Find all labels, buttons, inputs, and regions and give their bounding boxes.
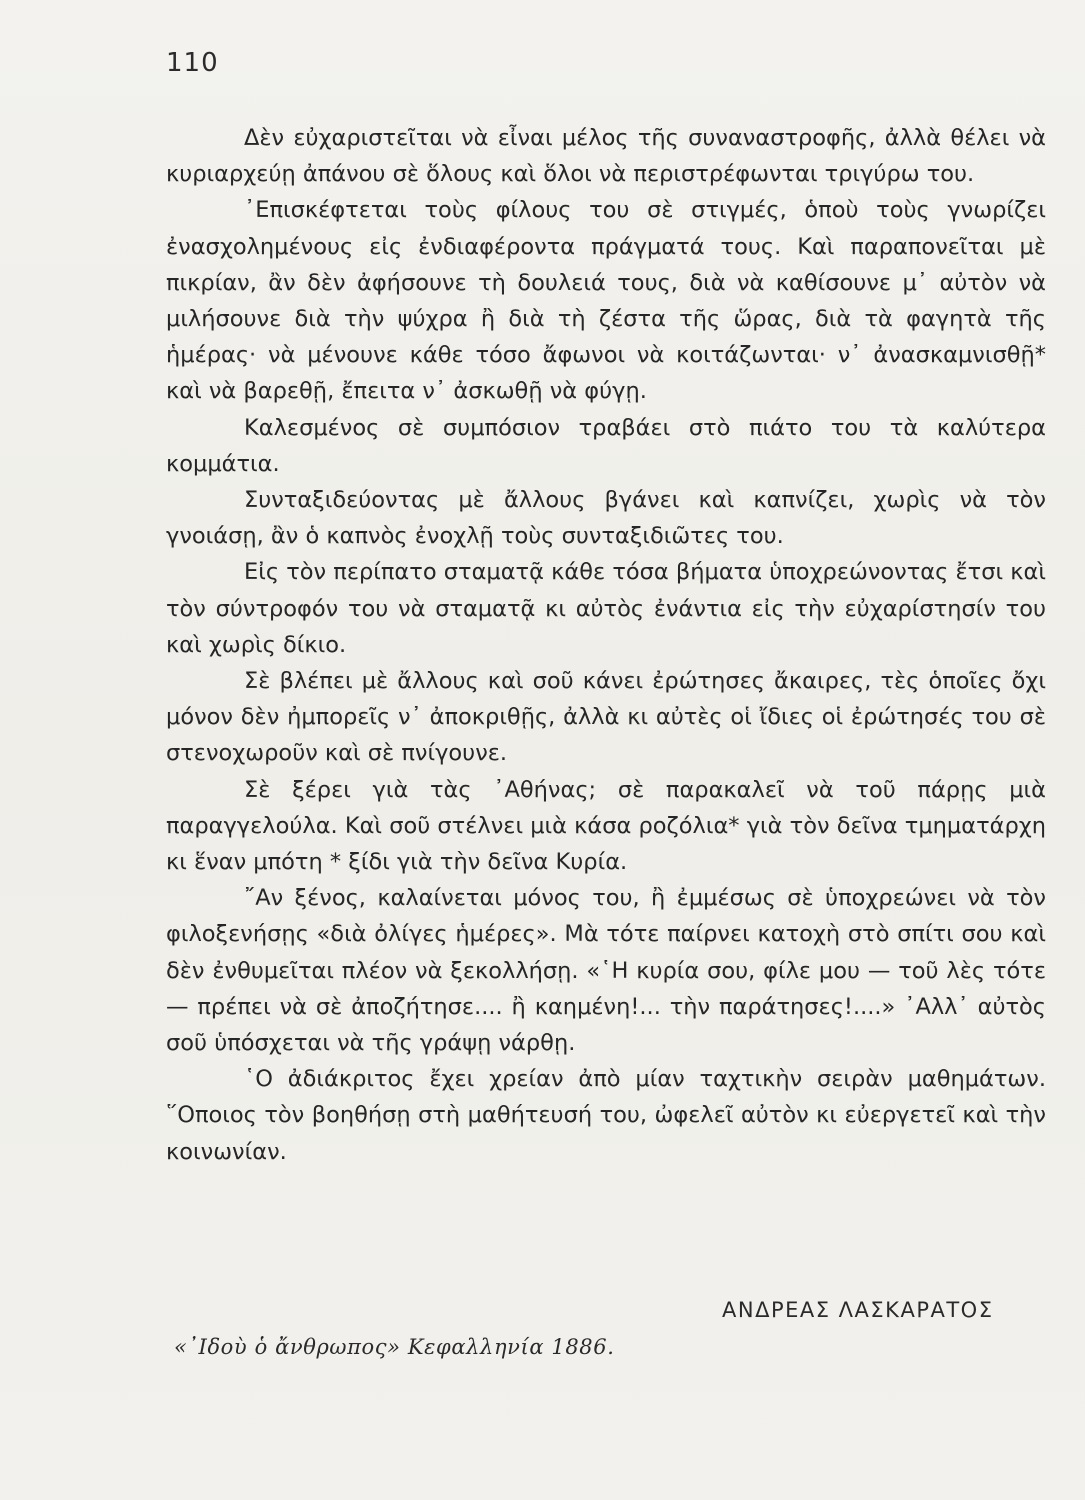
paragraph: ῾Ο ἀδιάκριτος ἔχει χρείαν ἀπὸ μίαν ταχτικὴν σειρὰν μαθημάτων. ῞Οποιος τὸν βοηθήσῃ στὴ μαθήτευσή του, ὠφελεῖ αὐτὸν κι εὐεργετεῖ καὶ τὴν κοινωνίαν. <box>166 1066 1046 1165</box>
paragraph: ᾿Επισκέφτεται τοὺς φίλους του σὲ στιγμές, ὁποὺ τοὺς γνωρίζει ἐνασχολημένους εἰς ἐνδιαφέροντα πράγματά τους. Καὶ παραπονεῖται μὲ πικρίαν, ἂν δὲν ἀφήσουνε τὴ δουλειά τους, διὰ νὰ καθίσουνε μ᾿ αὐτὸν νὰ μιλήσουνε διὰ τὴν ψύχρα ἢ διὰ τὴ ζέστα τῆς ὥρας, διὰ τὰ φαγητὰ τῆς ἡμέρας· νὰ μένουνε κάθε τόσο ἄφωνοι νὰ κοιτάζωνται· ν᾿ ἀνασκαμνισθῇ* καὶ νὰ βαρεθῇ, ἔπειτα ν᾿ ἀσκωθῇ νὰ φύγῃ. <box>166 197 1046 405</box>
page-number: 110 <box>166 48 219 78</box>
author-signature: ΑΝΔΡΕΑΣ ΛΑΣΚΑΡΑΤΟΣ <box>722 1298 994 1322</box>
paragraph: Συνταξιδεύοντας μὲ ἄλλους βγάνει καὶ καπνίζει, χωρὶς νὰ τὸν γνοιάσῃ, ἂν ὁ καπνὸς ἐνοχλῇ τοὺς συνταξιδιῶτες του. <box>166 487 1046 550</box>
paragraph: Δὲν εὐχαριστεῖται νὰ εἶναι μέλος τῆς συναναστροφῆς, ἀλλὰ θέλει νὰ κυριαρχεύῃ ἀπάνου σὲ ὅλους καὶ ὅλοι νὰ περιστρέφωνται τριγύρω του. <box>166 125 1046 188</box>
paragraph: ῎Αν ξένος, καλαίνεται μόνος του, ἢ ἐμμέσως σὲ ὑποχρεώνει νὰ τὸν φιλοξενήσῃς «διὰ ὀλίγες ἡμέρες». Μὰ τότε παίρνει κατοχὴ στὸ σπίτι σου καὶ δὲν ἐνθυμεῖται πλέον νὰ ξεκολλήσῃ. «῾Η κυρία σου, φίλε μου — τοῦ λὲς τότε — πρέπει νὰ σὲ ἀποζήτησε.... ἢ καημένη!... τὴν παράτησες!....» ᾿Αλλ᾿ αὐτὸς σοῦ ὑπόσχεται νὰ τῆς γράψῃ νάρθῃ. <box>166 885 1046 1057</box>
body-text <box>166 120 1046 1170</box>
paragraph: Σὲ ξέρει γιὰ τὰς ᾿Αθήνας; σὲ παρακαλεῖ νὰ τοῦ πάρῃς μιὰ παραγγελούλα. Καὶ σοῦ στέλνει μιὰ κάσα ροζόλια* γιὰ τὸν δεῖνα τμηματάρχη κι ἕναν μπότη * ξίδι γιὰ τὴν δεῖνα Κυρία. <box>166 776 1046 876</box>
source-citation: «᾿Ιδοὺ ὁ ἄνθρωπος» Κεφαλληνία 1886. <box>174 1335 615 1359</box>
paragraph: Σὲ βλέπει μὲ ἄλλους καὶ σοῦ κάνει ἐρώτησες ἄκαιρες, τὲς ὁποῖες ὄχι μόνον δὲν ἠμπορεῖς ν᾿ ἀποκριθῇς, ἀλλὰ κι αὐτὲς οἱ ἴδιες οἱ ἐρώτησές του σὲ στενοχωροῦν καὶ σὲ πνίγουνε. <box>166 668 1046 767</box>
paragraph: Καλεσμένος σὲ συμπόσιον τραβάει στὸ πιάτο του τὰ καλύτερα κομμάτια. <box>166 414 1046 477</box>
paragraph: Εἰς τὸν περίπατο σταματᾷ κάθε τόσα βήματα ὑποχρεώνοντας ἔτσι καὶ τὸν σύντροφόν του νὰ σταματᾷ κι αὐτὸς ἐνάντια εἰς τὴν εὐχαρίστησίν του καὶ χωρὶς δίκιο. <box>166 559 1046 658</box>
